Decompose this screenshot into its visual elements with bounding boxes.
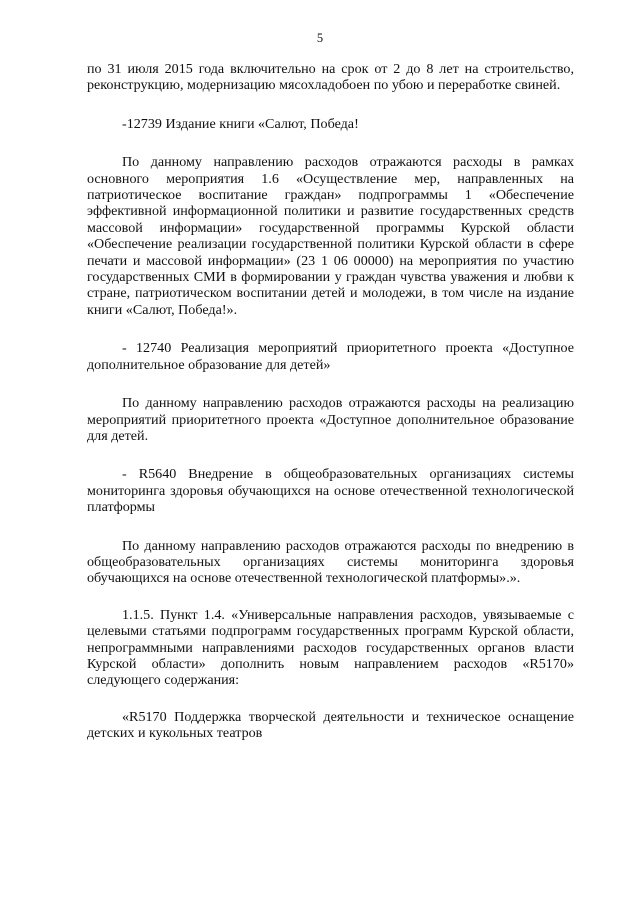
paragraph-r5640-description: По данному направлению расходов отражаются расходы по внедрению в общеобразовательных организациях системы мониторинга здоровья обучающихся на основе отечественной технологической платформы».». bbox=[87, 537, 574, 587]
heading-r5170: «R5170 Поддержка творческой деятельности и техническое оснащение детских и кукольных театров bbox=[87, 708, 574, 742]
document-body bbox=[87, 61, 574, 742]
page-number: 5 bbox=[316, 31, 324, 45]
heading-r5640: - R5640 Внедрение в общеобразовательных организациях системы мониторинга здоровья обучающихся на основе отечественной технологической платформы bbox=[87, 466, 574, 516]
paragraph-12739-description: По данному направлению расходов отражаются расходы в рамках основного мероприятия 1.6 «Осуществление мер, направленных на патриотическое воспитание граждан» подпрограммы 1 «Обеспечение эффективной информационной политики и развитие государственных средств массовой информации» государственной программы Курской области «Обеспечение реализации государственной политики Курской области в сфере печати и массовой информации» (23 1 06 00000) на мероприятия по участию государственных СМИ в формировании у граждан чувства уважения и любви к стране, патриотическом воспитании детей и молодежи, в том числе на издание книги «Салют, Победа!». bbox=[87, 154, 574, 318]
paragraph-pork-processing: по 31 июля 2015 года включительно на срок от 2 до 8 лет на строительство, реконструкцию, модернизацию мясохладобоен по убою и переработке свиней. bbox=[87, 61, 574, 94]
paragraph-12740-description: По данному направлению расходов отражаются расходы на реализацию мероприятий приоритетного проекта «Доступное дополнительное образование для детей. bbox=[87, 395, 574, 444]
heading-12740: - 12740 Реализация мероприятий приоритетного проекта «Доступное дополнительное образование для детей» bbox=[87, 340, 574, 373]
paragraph-item-1-1-5: 1.1.5. Пункт 1.4. «Универсальные направления расходов, увязываемые с целевыми статьями подпрограмм государственных программ Курской области, непрограммными направлениями расходов государственных органов власти Курской области» дополнить новым направлением расходов «R5170» следующего содержания: bbox=[87, 606, 574, 689]
heading-12739: -12739 Издание книги «Салют, Победа! bbox=[122, 115, 359, 132]
